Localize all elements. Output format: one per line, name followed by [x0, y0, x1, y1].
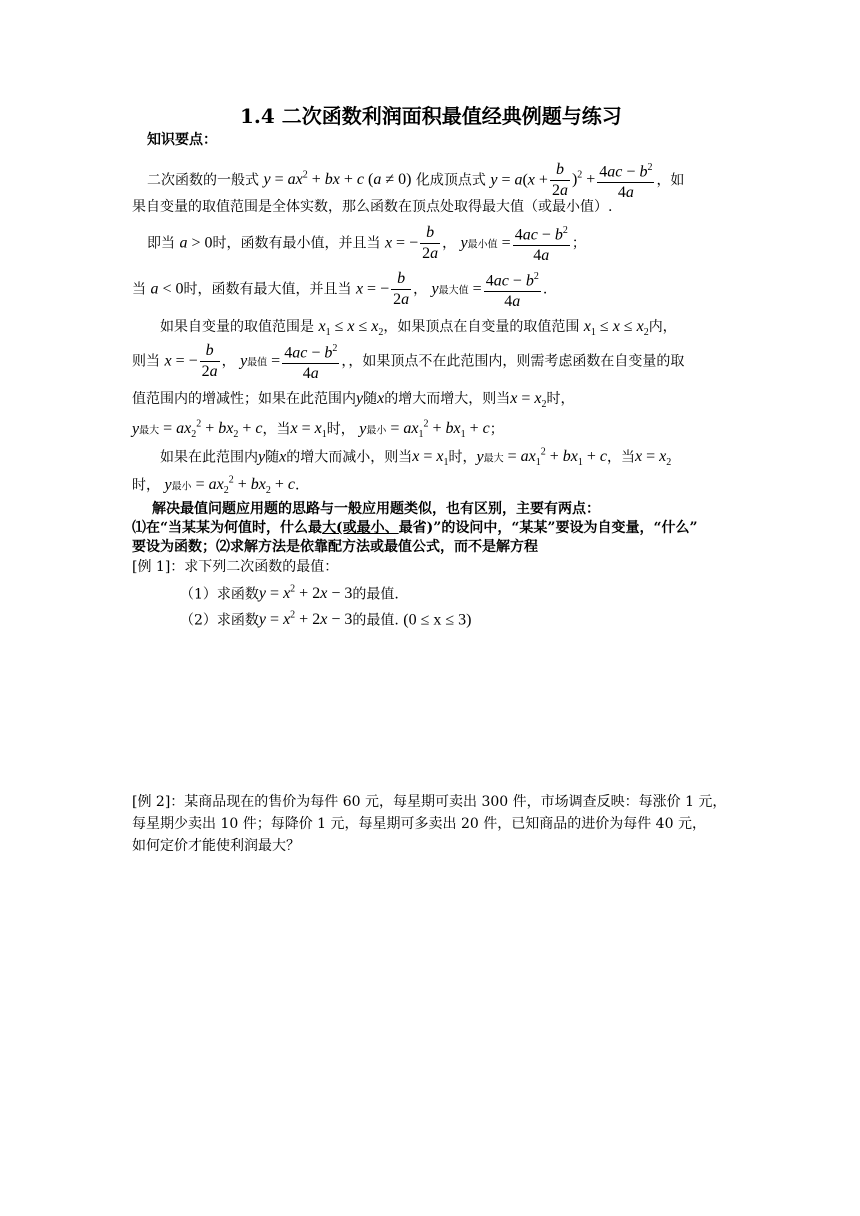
paragraph-general-form: 二次函数的一般式 $y = ax^2$ + bx + c (a ≠ 0) 化成顶点式 y = a(x + $\frac{b}{2a}$ )$^2$ + $\frac{4ac - b^2}{4a}$ ，如	[147, 156, 684, 202]
paragraph-decreasing-line2: 时， y最小 = $ax_2^2 + bx_2 + c$.	[132, 475, 300, 497]
paragraph-general-form-line2: 果自变量的取值范围是全体实数，那么函数在顶点处取得最大值（或最小值）.	[132, 199, 613, 215]
paragraph-decreasing: 如果在此范围内y随x的增大而减小，则当$x = x_1$时，y最大 = $ax_1^2 + bx_1 + c$，当$x = x_2$	[160, 447, 672, 469]
bold-note-line3: 要设为函数；⑵求解方法是依靠配方法或最值公式，而不是解方程	[132, 539, 538, 555]
paragraph-range: 如果自变量的取值范围是 $x_1 \le x \le x_2$，如果顶点在自变量的取值范围 $x_1 \le x \le x_2$内，	[160, 318, 677, 339]
example-1-label: [例 1]：求下列二次函数的最值：	[132, 559, 339, 575]
paragraph-a-positive: 即当 a > 0时，函数有最小值，并且当 x = − $\frac{b}{2a}$ ， y最小值 = $\frac{4ac - b^2}{4a}$ ；	[147, 222, 586, 266]
page-title: 1.4 二次函数利润面积最值经典例题与练习	[240, 104, 622, 128]
paragraph-increasing-formulas: y最大 = $ax_2^2 + bx_2 + c$，当$x = x_1$时， y最小 = $ax_1^2 + bx_1 + c$；	[132, 419, 504, 441]
paragraph-vertex-in-range: 则当 x = − $\frac{b}{2a}$ ， y最值 = $\frac{4ac - b^2}{4a}$ ，，如果顶点不在此范围内，则需考虑函数在自变量的取	[132, 340, 684, 384]
example-2-line1: [例 2]：某商品现在的售价为每件 60 元，每星期可卖出 300 件，市场调查反映：每涨价 1 元，	[132, 794, 727, 810]
example-1-question-1: （1）求函数$y = x^2 + 2x - 3$的最值.	[180, 584, 399, 603]
paragraph-increasing: 值范围内的增减性；如果在此范围内y随x的增大而增大，则当$x = x_2$时，	[132, 390, 575, 411]
paragraph-a-negative: 当 a < 0时，函数有最大值，并且当 x = − $\frac{b}{2a}$ ， y最大值 = $\frac{4ac - b^2}{4a}$ .	[132, 268, 547, 312]
section-heading: 知识要点：	[147, 132, 217, 148]
example-2-line3: 如何定价才能使利润最大？	[132, 838, 300, 854]
example-1-question-2: （2）求函数$y = x^2 + 2x - 3$的最值. (0 ≤ x ≤ 3)	[180, 610, 472, 629]
bold-note-heading: 解决最值问题应用题的思路与一般应用题类似，也有区别，主要有两点：	[152, 501, 600, 517]
bold-note-line2: ⑴在“当某某为何值时，什么最大(或最小、最省)”的设问中，“某某”要设为自变量，“什么”	[132, 520, 698, 536]
example-2-line2: 每星期少卖出 10 件；每降价 1 元，每星期可多卖出 20 件，已知商品的进价为每件 40 元，	[132, 816, 706, 832]
